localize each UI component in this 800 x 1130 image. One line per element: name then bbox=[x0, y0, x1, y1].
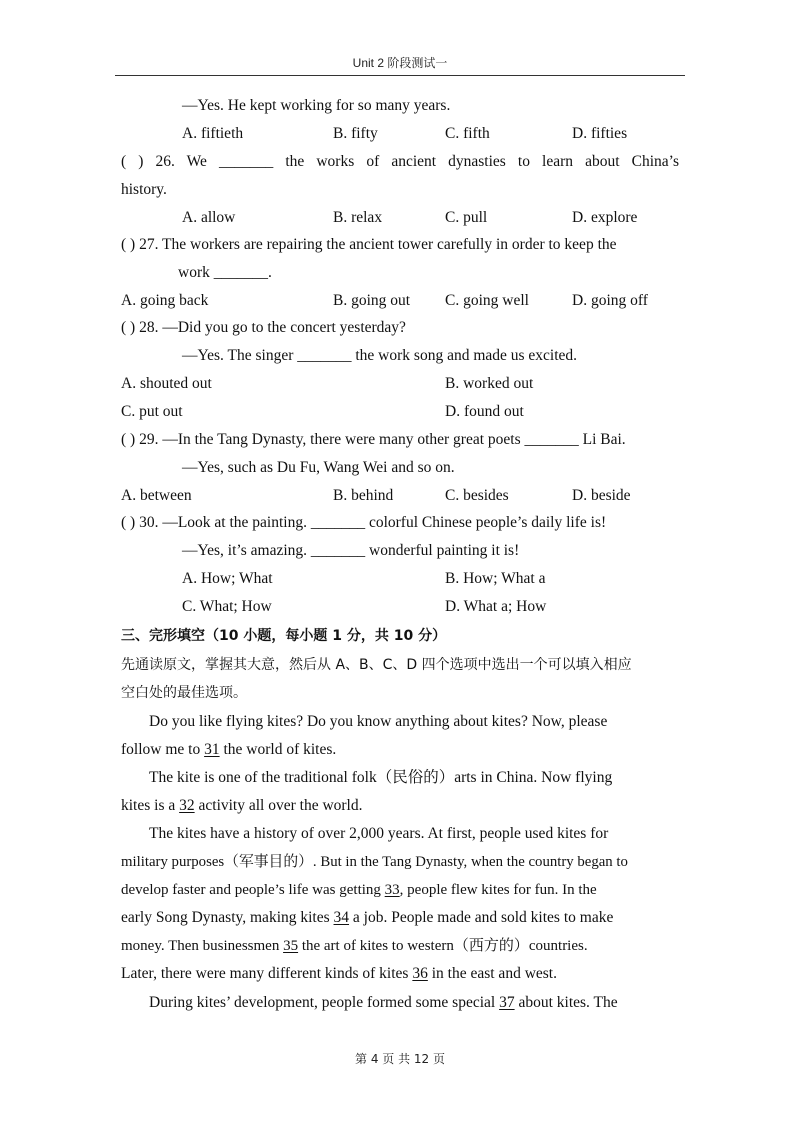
passage-p3-line4 bbox=[121, 908, 613, 928]
q30-option-d: D. What a; How bbox=[445, 598, 547, 615]
q25-options bbox=[0, 124, 800, 144]
q25-option-c: C. fifth bbox=[445, 125, 490, 142]
q30-stem-line2: —Yes, it’s amazing. _______ wonderful painting it is! bbox=[182, 542, 520, 559]
passage-p3-line2: military purposes（军事目的）. But in the Tang Dynasty, when the country began to bbox=[121, 854, 628, 870]
passage-text: follow me to bbox=[121, 741, 205, 758]
q27-stem-line2: work _______. bbox=[178, 264, 272, 281]
q29-option-c: C. besides bbox=[445, 487, 509, 504]
q28-options-row1 bbox=[0, 374, 800, 394]
passage-text: the world of kites. bbox=[219, 741, 337, 758]
q26-stem-line2: history. bbox=[121, 181, 167, 198]
q30-option-a: A. How; What bbox=[182, 570, 273, 587]
blank-37: 37 bbox=[499, 994, 515, 1011]
q25-option-a: A. fiftieth bbox=[182, 125, 244, 142]
q25-answer-line: —Yes. He kept working for so many years. bbox=[182, 97, 451, 114]
q26-option-b: B. relax bbox=[333, 209, 383, 226]
passage-p3-line1: The kites have a history of over 2,000 years. At first, people used kites for bbox=[149, 825, 609, 842]
q26-options bbox=[0, 208, 800, 228]
passage-p4-line1 bbox=[149, 993, 618, 1013]
q28-stem-line1: ( ) 28. —Did you go to the concert yesterday? bbox=[121, 319, 406, 336]
passage-text: money. Then businessmen bbox=[121, 938, 284, 954]
passage-text: early Song Dynasty, making kites bbox=[121, 909, 334, 926]
q30-option-b: B. How; What a bbox=[445, 570, 546, 587]
q25-option-b: B. fifty bbox=[333, 125, 378, 142]
q29-option-b: B. behind bbox=[333, 487, 394, 504]
passage-text: in the east and west. bbox=[427, 965, 557, 982]
q28-option-c: C. put out bbox=[121, 403, 183, 420]
section3-instruction-1: 先通读原文，掌握其大意，然后从 A、B、C、D 四个选项中选出一个可以填入相应 bbox=[121, 657, 632, 673]
q26-option-a: A. allow bbox=[182, 209, 236, 226]
q28-option-d: D. found out bbox=[445, 403, 524, 420]
blank-31: 31 bbox=[204, 741, 220, 758]
passage-text: activity all over the world. bbox=[194, 797, 363, 814]
q27-option-b: B. going out bbox=[333, 292, 411, 309]
q28-option-a: A. shouted out bbox=[121, 375, 212, 392]
page-header: Unit 2 阶段测试一 bbox=[352, 56, 448, 70]
q29-stem-line2: —Yes, such as Du Fu, Wang Wei and so on. bbox=[182, 459, 455, 476]
q26-option-d: D. explore bbox=[572, 209, 638, 226]
passage-p2-line2 bbox=[121, 796, 363, 816]
blank-35: 35 bbox=[283, 938, 299, 954]
blank-36: 36 bbox=[412, 965, 428, 982]
passage-text: During kites’ development, people formed some special bbox=[149, 994, 500, 1011]
q25-option-d: D. fifties bbox=[572, 125, 628, 142]
q30-option-c: C. What; How bbox=[182, 598, 272, 615]
q29-stem-line1: ( ) 29. —In the Tang Dynasty, there were many other great poets _______ Li Bai. bbox=[121, 431, 626, 448]
blank-34: 34 bbox=[333, 909, 350, 926]
q27-options bbox=[0, 291, 800, 311]
passage-p3-line5 bbox=[121, 936, 588, 956]
q29-options bbox=[0, 486, 800, 506]
q27-option-a: A. going back bbox=[121, 292, 209, 309]
q26-option-c: C. pull bbox=[445, 209, 488, 226]
passage-p3-line6 bbox=[121, 964, 557, 984]
q28-stem-line2: —Yes. The singer _______ the work song and made us excited. bbox=[182, 347, 578, 364]
q28-options-row2 bbox=[0, 402, 800, 422]
section3-heading: 三、完形填空（10 小题，每小题 1 分，共 10 分） bbox=[121, 628, 447, 644]
passage-text: Later, there were many different kinds of kites bbox=[121, 965, 413, 982]
q27-option-c: C. going well bbox=[445, 292, 529, 309]
section3-instruction-2: 空白处的最佳选项。 bbox=[121, 685, 247, 701]
page-footer: 第 4 页 共 12 页 bbox=[355, 1052, 445, 1066]
q30-stem-line1: ( ) 30. —Look at the painting. _______ colorful Chinese people’s daily life is! bbox=[121, 514, 607, 531]
blank-33: 33 bbox=[384, 882, 400, 898]
q30-options-row1 bbox=[0, 569, 800, 589]
passage-p1-line1: Do you like flying kites? Do you know anything about kites? Now, please bbox=[149, 713, 608, 730]
q27-option-d: D. going off bbox=[572, 292, 648, 309]
passage-p3-line3 bbox=[121, 880, 597, 900]
passage-text: a job. People made and sold kites to make bbox=[349, 909, 614, 926]
q29-option-a: A. between bbox=[121, 487, 192, 504]
passage-text: about kites. The bbox=[514, 994, 618, 1011]
passage-p1-line2 bbox=[121, 740, 336, 760]
passage-text: , people flew kites for fun. In the bbox=[399, 882, 597, 898]
q27-stem-line1: ( ) 27. The workers are repairing the ancient tower carefully in order to keep the bbox=[121, 236, 617, 253]
q28-option-b: B. worked out bbox=[445, 375, 534, 392]
blank-32: 32 bbox=[179, 797, 195, 814]
q26-stem-line1: ( ) 26. We _______ the works of ancient dynasties to learn about China’s bbox=[121, 153, 679, 170]
passage-text: develop faster and people’s life was getting bbox=[121, 882, 385, 898]
q30-options-row2 bbox=[0, 597, 800, 617]
passage-text: kites is a bbox=[121, 797, 180, 814]
header-divider bbox=[115, 75, 685, 76]
q29-option-d: D. beside bbox=[572, 487, 631, 504]
passage-text: the art of kites to western（西方的）countries. bbox=[298, 938, 588, 954]
passage-p2-line1: The kite is one of the traditional folk（民俗的）arts in China. Now flying bbox=[149, 769, 613, 786]
